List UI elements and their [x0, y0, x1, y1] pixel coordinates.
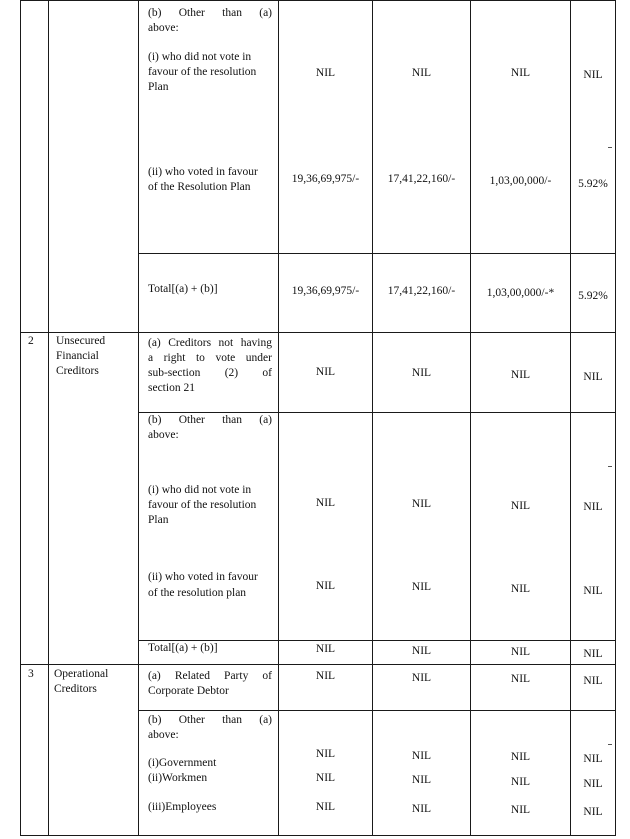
row-label-line: above:: [148, 22, 179, 34]
row-label-line: (a) Related Party of: [148, 670, 272, 682]
row-label-line: a right to vote under: [148, 352, 272, 364]
serial-number: 2: [28, 335, 34, 347]
total-label: Total[(a) + (b)]: [148, 283, 218, 295]
table-cell: NIL: [583, 778, 603, 790]
table-border-left: [20, 0, 21, 836]
row-label-line: (ii) who voted in favour: [148, 166, 258, 178]
scan-mark: [608, 744, 612, 745]
row-label-line: Corporate Debtor: [148, 685, 229, 697]
total-label: Total[(a) + (b)]: [148, 642, 218, 654]
row-divider: [20, 332, 616, 333]
table-cell: NIL: [510, 776, 531, 788]
table-cell: NIL: [583, 675, 603, 687]
table-cell: NIL: [315, 497, 336, 509]
scan-mark: [608, 466, 612, 467]
table-border-bottom: [20, 835, 616, 836]
row-label-line: (ii)Workmen: [148, 772, 208, 784]
table-cell: 5.92%: [578, 178, 608, 190]
table-cell: 5.92%: [578, 290, 608, 302]
row-label-line: sub-section (2) of: [148, 367, 272, 379]
table-cell: NIL: [411, 645, 432, 657]
table-cell: NIL: [583, 585, 603, 597]
table-cell: NIL: [411, 774, 432, 786]
row-label-line: (i)Government: [148, 757, 217, 769]
table-cell: NIL: [315, 801, 336, 813]
row-label-line: (iii)Employees: [148, 801, 217, 813]
table-cell: NIL: [583, 69, 603, 81]
row-label-line: Plan: [148, 81, 169, 93]
table-cell: NIL: [583, 371, 603, 383]
row-label-line: (b) Other than (a): [148, 414, 272, 426]
table-cell: NIL: [583, 648, 603, 660]
table-cell: NIL: [583, 806, 603, 818]
row-divider: [138, 253, 616, 254]
table-cell: NIL: [411, 672, 432, 684]
category-label: Financial: [56, 350, 99, 362]
row-label-line: favour of the resolution: [148, 499, 257, 511]
category-label: Creditors: [56, 365, 99, 377]
table-cell: NIL: [315, 67, 336, 79]
table-cell: NIL: [411, 803, 432, 815]
column-divider: [48, 0, 49, 836]
row-label-line: of the resolution plan: [148, 587, 247, 599]
table-cell: NIL: [583, 501, 603, 513]
serial-number: 3: [28, 668, 34, 680]
scan-mark: [608, 147, 612, 148]
table-cell: NIL: [315, 670, 336, 682]
table-cell: 19,36,69,975/-: [291, 173, 360, 185]
row-label-line: above:: [148, 729, 179, 741]
row-label-line: (i) who did not vote in: [148, 51, 252, 63]
row-label-line: favour of the resolution: [148, 66, 257, 78]
table-cell: NIL: [315, 748, 336, 760]
category-label: Operational: [54, 668, 109, 680]
table-cell: NIL: [315, 580, 336, 592]
table-cell: 1,03,00,000/-: [489, 175, 552, 187]
table-border-top: [20, 0, 616, 1]
table-cell: NIL: [583, 753, 603, 765]
table-cell: NIL: [510, 583, 531, 595]
table-cell: NIL: [510, 67, 531, 79]
table-cell: NIL: [510, 804, 531, 816]
table-cell: 19,36,69,975/-: [291, 285, 360, 297]
row-divider: [138, 710, 616, 711]
row-label-line: (i) who did not vote in: [148, 484, 252, 496]
table-cell: NIL: [510, 751, 531, 763]
table-cell: 17,41,22,160/-: [387, 285, 456, 297]
table-cell: NIL: [510, 646, 531, 658]
category-label: Creditors: [54, 683, 97, 695]
table-cell: NIL: [510, 673, 531, 685]
table-cell: 17,41,22,160/-: [387, 173, 456, 185]
row-label-line: section 21: [148, 382, 195, 394]
row-label-line: Plan: [148, 514, 169, 526]
row-label-line: (ii) who voted in favour: [148, 571, 258, 583]
row-label-line: of the Resolution Plan: [148, 181, 251, 193]
table-cell: NIL: [411, 581, 432, 593]
table-cell: NIL: [510, 500, 531, 512]
table-cell: NIL: [411, 750, 432, 762]
table-cell: NIL: [411, 498, 432, 510]
table-cell: NIL: [411, 367, 432, 379]
table-cell: NIL: [315, 772, 336, 784]
row-label-line: (b) Other than (a): [148, 714, 272, 726]
row-divider: [20, 664, 616, 665]
table-cell: NIL: [315, 366, 336, 378]
table-cell: 1,03,00,000/-*: [486, 287, 555, 299]
table-cell: NIL: [510, 369, 531, 381]
table-cell: NIL: [411, 67, 432, 79]
row-label-line: above:: [148, 429, 179, 441]
table-cell: NIL: [315, 643, 336, 655]
category-label: Unsecured: [56, 335, 106, 347]
row-label-line: (b) Other than (a): [148, 7, 272, 19]
row-label-line: (a) Creditors not having: [148, 337, 272, 349]
